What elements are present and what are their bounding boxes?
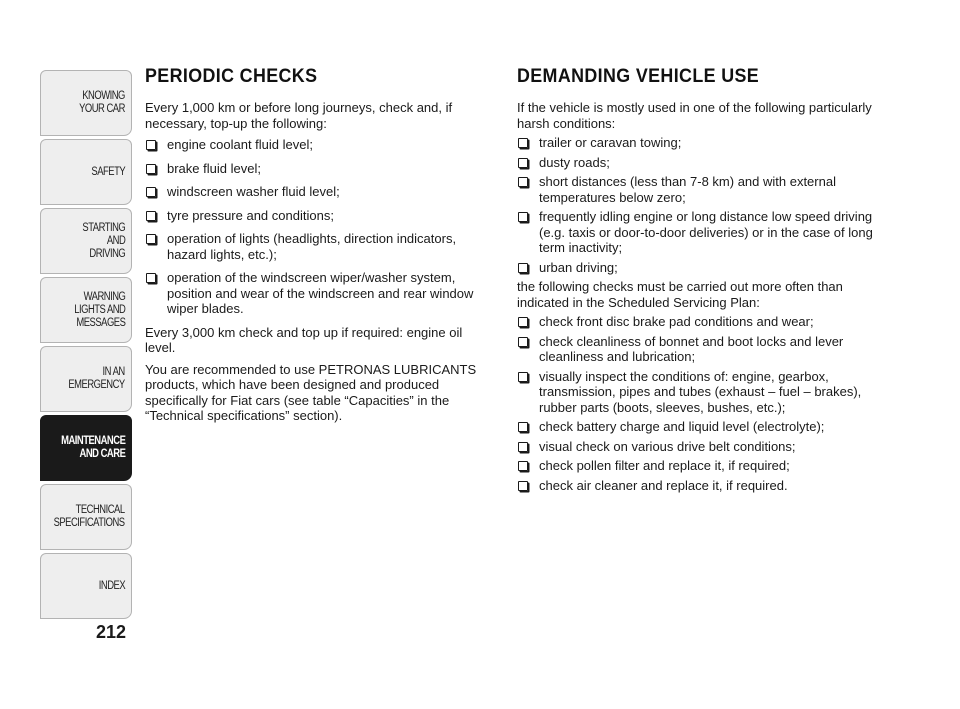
lubricants-paragraph: You are recommended to use PETRONAS LUBRICANTS products, which have been designed and produced specifically for Fiat cars (see table “Capacities” in the “Technical specifications” section). xyxy=(145,361,477,423)
section-heading: DEMANDING VEHICLE USE xyxy=(517,66,760,87)
list-item: check battery charge and liquid level (electrolyte); xyxy=(517,419,877,435)
list-item: frequently idling engine or long distance low speed driving (e.g. taxis or door-to-door deliveries) or in the case of long term inactivity; xyxy=(517,209,877,256)
list-item: operation of lights (headlights, direction indicators, hazard lights, etc.); xyxy=(145,231,495,262)
tab-safety[interactable] xyxy=(40,139,132,205)
list-item: visually inspect the conditions of: engine, gearbox, transmission, pipes and tubes (exhaust – fuel – brakes), rubber parts (boots, sleeves, bushes, etc.); xyxy=(517,369,877,416)
tab-label: WARNING LIGHTS AND MESSAGES xyxy=(73,290,125,329)
list-item: tyre pressure and conditions; xyxy=(145,208,495,224)
conditions-list xyxy=(517,135,877,275)
list-item: urban driving; xyxy=(517,260,877,276)
intro-paragraph: If the vehicle is mostly used in one of the following particularly harsh conditions: xyxy=(517,100,872,131)
section-heading: PERIODIC CHECKS xyxy=(145,66,318,87)
tab-in-an-emergency[interactable] xyxy=(40,346,132,412)
list-item: check cleanliness of bonnet and boot locks and lever cleanliness and lubrication; xyxy=(517,334,877,365)
tab-technical-specifications[interactable] xyxy=(40,484,132,550)
list-item: operation of the windscreen wiper/washer system, position and wear of the windscreen and rear window wiper blades. xyxy=(145,270,495,317)
list-item: check pollen filter and replace it, if required; xyxy=(517,458,877,474)
list-item: visual check on various drive belt conditions; xyxy=(517,439,877,455)
oil-paragraph: Every 3,000 km check and top up if required: engine oil level. xyxy=(145,324,463,355)
list-item: brake fluid level; xyxy=(145,161,495,177)
tab-index[interactable] xyxy=(40,553,132,619)
periodic-checks-section xyxy=(145,66,495,430)
frequent-checks-list xyxy=(517,314,877,493)
list-item: dusty roads; xyxy=(517,155,877,171)
list-item: trailer or caravan towing; xyxy=(517,135,877,151)
tab-label: INDEX xyxy=(98,579,125,592)
tab-label: MAINTENANCE AND CARE xyxy=(60,435,125,460)
page-number: 212 xyxy=(96,622,127,642)
list-item: check front disc brake pad conditions and wear; xyxy=(517,314,877,330)
tab-label: SAFETY xyxy=(91,165,125,178)
list-item: windscreen washer fluid level; xyxy=(145,184,495,200)
list-item: engine coolant fluid level; xyxy=(145,137,495,153)
tab-warning-lights-and-messages[interactable] xyxy=(40,277,132,343)
middle-paragraph: the following checks must be carried out more often than indicated in the Scheduled Servicing Plan: xyxy=(517,279,843,310)
tab-label: TECHNICAL SPECIFICATIONS xyxy=(53,504,125,529)
tab-knowing-your-car[interactable] xyxy=(40,70,132,136)
tab-label: STARTING AND DRIVING xyxy=(82,221,125,260)
tab-label: KNOWING YOUR CAR xyxy=(79,90,125,115)
tab-starting-and-driving[interactable] xyxy=(40,208,132,274)
checks-list xyxy=(145,137,495,317)
demanding-use-section xyxy=(517,66,877,497)
tab-label: IN AN EMERGENCY xyxy=(68,366,125,391)
intro-paragraph: Every 1,000 km or before long journeys, check and, if necessary, top-up the following: xyxy=(145,100,453,131)
list-item: short distances (less than 7-8 km) and with external temperatures below zero; xyxy=(517,174,877,205)
list-item: check air cleaner and replace it, if required. xyxy=(517,478,877,494)
tab-maintenance-and-care[interactable] xyxy=(40,415,132,481)
